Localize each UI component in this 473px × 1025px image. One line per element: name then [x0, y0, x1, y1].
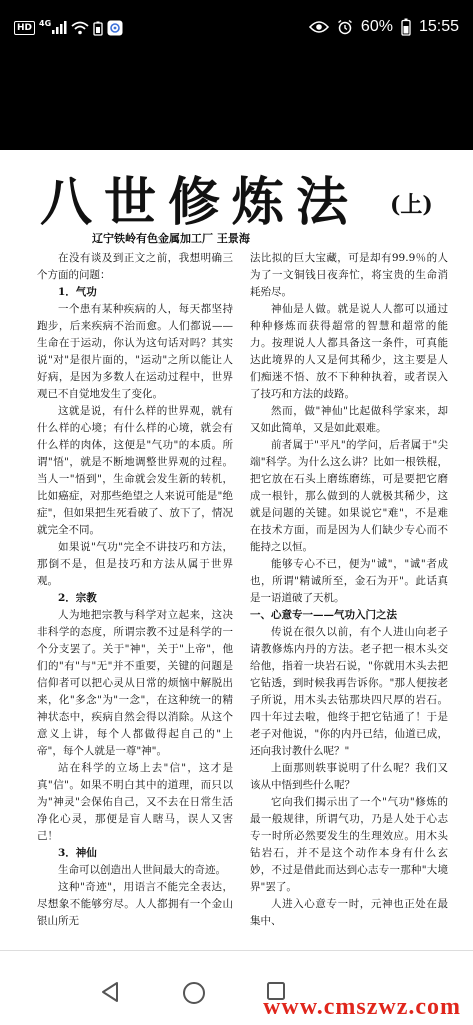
paragraph: 这就是说，有什么样的世界观，就有什么样的心境；有什么样的心境，就会有什么样的肉体，这便是"气功"的本质。所谓"悟"，就是不断地调整世界观的过程。当人一"悟到"，生命就会发生新的转机，比如癌症，对那些绝望之人来说可能是"绝症"，但如果把生死看破了、放下了，情况就完全不同。 — [37, 405, 233, 536]
paragraph: 法比拟的巨大宝藏，可是却有99.9％的人为了一文铜钱日夜奔忙，将宝贵的生命消耗殆尽。 — [250, 252, 448, 298]
paragraph: 上面那则轶事说明了什么呢？我们又该从中悟到些什么呢？ — [250, 762, 448, 791]
eye-icon — [309, 20, 329, 34]
paragraph: 在没有谈及到正文之前，我想明确三个方面的问题： — [37, 252, 233, 281]
article-title-part: (上) — [390, 192, 433, 218]
paragraph: 一个患有某种疾病的人，每天都坚持跑步，后来疾病不治而愈。人们都说——生命在于运动，你认为这句话对吗？其实说"对"是很片面的，"运动"之所以能让人好病，是因为多数人在运动过程中，世界观已不自觉地发生了变化。 — [37, 303, 233, 400]
clock: 15:55 — [418, 18, 459, 35]
status-bar — [0, 0, 473, 60]
section-heading: 2．宗教 — [58, 592, 97, 604]
left-column — [37, 250, 233, 930]
paragraph: 站在科学的立场上去"信"，这才是真"信"。如果不明白其中的道理，而只以为"神灵"会保佑自己，又不去在日常生活净化心灵，那便是盲人瞎马，误人又害己！ — [37, 762, 233, 842]
battery-icon — [401, 18, 411, 36]
paragraph: 生命可以创造出人世间最大的奇迹。 — [58, 864, 226, 876]
paragraph: 如果说"气功"完全不讲技巧和方法，那倒不是，但是技巧和方法从属于世界观。 — [37, 541, 233, 587]
section-heading: 1．气功 — [58, 286, 97, 298]
paragraph: 神仙是人做。就是说人人都可以通过种种修炼而获得超常的智慧和超常的能力。按理说人人都具备这一条件，可真能达此境界的人又是何其稀少，这主要是人们痴迷不悟、放不下种种执着，或者误入了技巧和方法的歧路。 — [250, 303, 448, 400]
status-bar-right — [309, 18, 459, 36]
hd-icon: HD — [14, 21, 35, 35]
network-type-label: 4G — [39, 18, 52, 28]
app-notification-icon — [107, 20, 123, 36]
home-icon[interactable] — [182, 981, 206, 1009]
section-heading: 3．神仙 — [58, 847, 97, 859]
signal-icon — [39, 18, 67, 35]
alarm-icon — [337, 19, 353, 35]
navigation-bar — [0, 950, 473, 1025]
paragraph: 传说在很久以前，有个人进山向老子请教修炼内丹的方法。老子把一根木头交给他，指着一块岩石说，"你就用木头去把它钻透，到时候我再告诉你。"那人便按老子所说，用木头去钻那块四尺厚的岩石。四十年过去啦，他终于把它钻通了！于是老子对他说，"你的内丹已结，仙道已成，还向我讨教什么呢？" — [250, 626, 448, 757]
article-title: 八世修炼法 — [40, 172, 361, 233]
site-watermark: www.cmszwz.com — [263, 994, 461, 1020]
status-bar-left — [14, 20, 123, 36]
article-page[interactable] — [0, 150, 473, 950]
paragraph: 然而，做"神仙"比起做科学家来，却又如此简单，又是如此艰难。 — [250, 405, 448, 434]
battery-saver-icon — [93, 21, 103, 36]
right-column — [250, 250, 448, 930]
paragraph: 人为地把宗教与科学对立起来，这决非科学的态度，所谓宗教不过是科学的一个分支罢了。关于"神"，关于"上帝"，他们的"有"与"无"并不重要，关键的问题是信仰者可以把心灵从日常的烦恼中解脱出来，化"多念"为"一念"，在这种统一的精神状态中，疾病自然会得以消除。从这个意义上讲，每个人都做得起自己的"上帝"，每个人就是一尊"神"。 — [37, 609, 233, 757]
battery-percent: 60% — [360, 18, 393, 35]
paragraph: 人进入心意专一时，元神也正处在最集中、 — [250, 898, 448, 927]
wifi-icon — [71, 21, 89, 35]
paragraph: 它向我们揭示出了一个"气功"修炼的最一般规律，所谓气功，乃是人处于心志专一时所必然要发生的生理效应。用木头钻岩石，并不是这个动作本身有什么玄妙，不过是借此而达到心志专一那种"大境界"罢了。 — [250, 796, 448, 893]
section-heading: 一、心意专一——气功入门之法 — [250, 609, 397, 621]
article-byline: 辽宁铁岭有色金属加工厂 王景海 — [92, 232, 250, 245]
paragraph: 这种"奇迹"，用语言不能完全表达，尽想象不能够穷尽。人人都拥有一个金山银山所无 — [37, 881, 233, 927]
paragraph: 能够专心不已，便为"诚"，"诚"者成也，所谓"精诚所至，金石为开"。此话真是一语道破了天机。 — [250, 558, 448, 604]
paragraph: 前者属于"平凡"的学问，后者属于"尖端"科学。为什么这么讲？比如一根铁棍，把它放在石头上磨练磨练，可是要把它磨成一根针，那么做到的人就极其稀少，这就是问题的关键。如果说它"难"，不是难在技术方面，而是因为人们缺少专心而不能持之以恒。 — [250, 439, 448, 553]
back-icon[interactable] — [100, 981, 120, 1007]
